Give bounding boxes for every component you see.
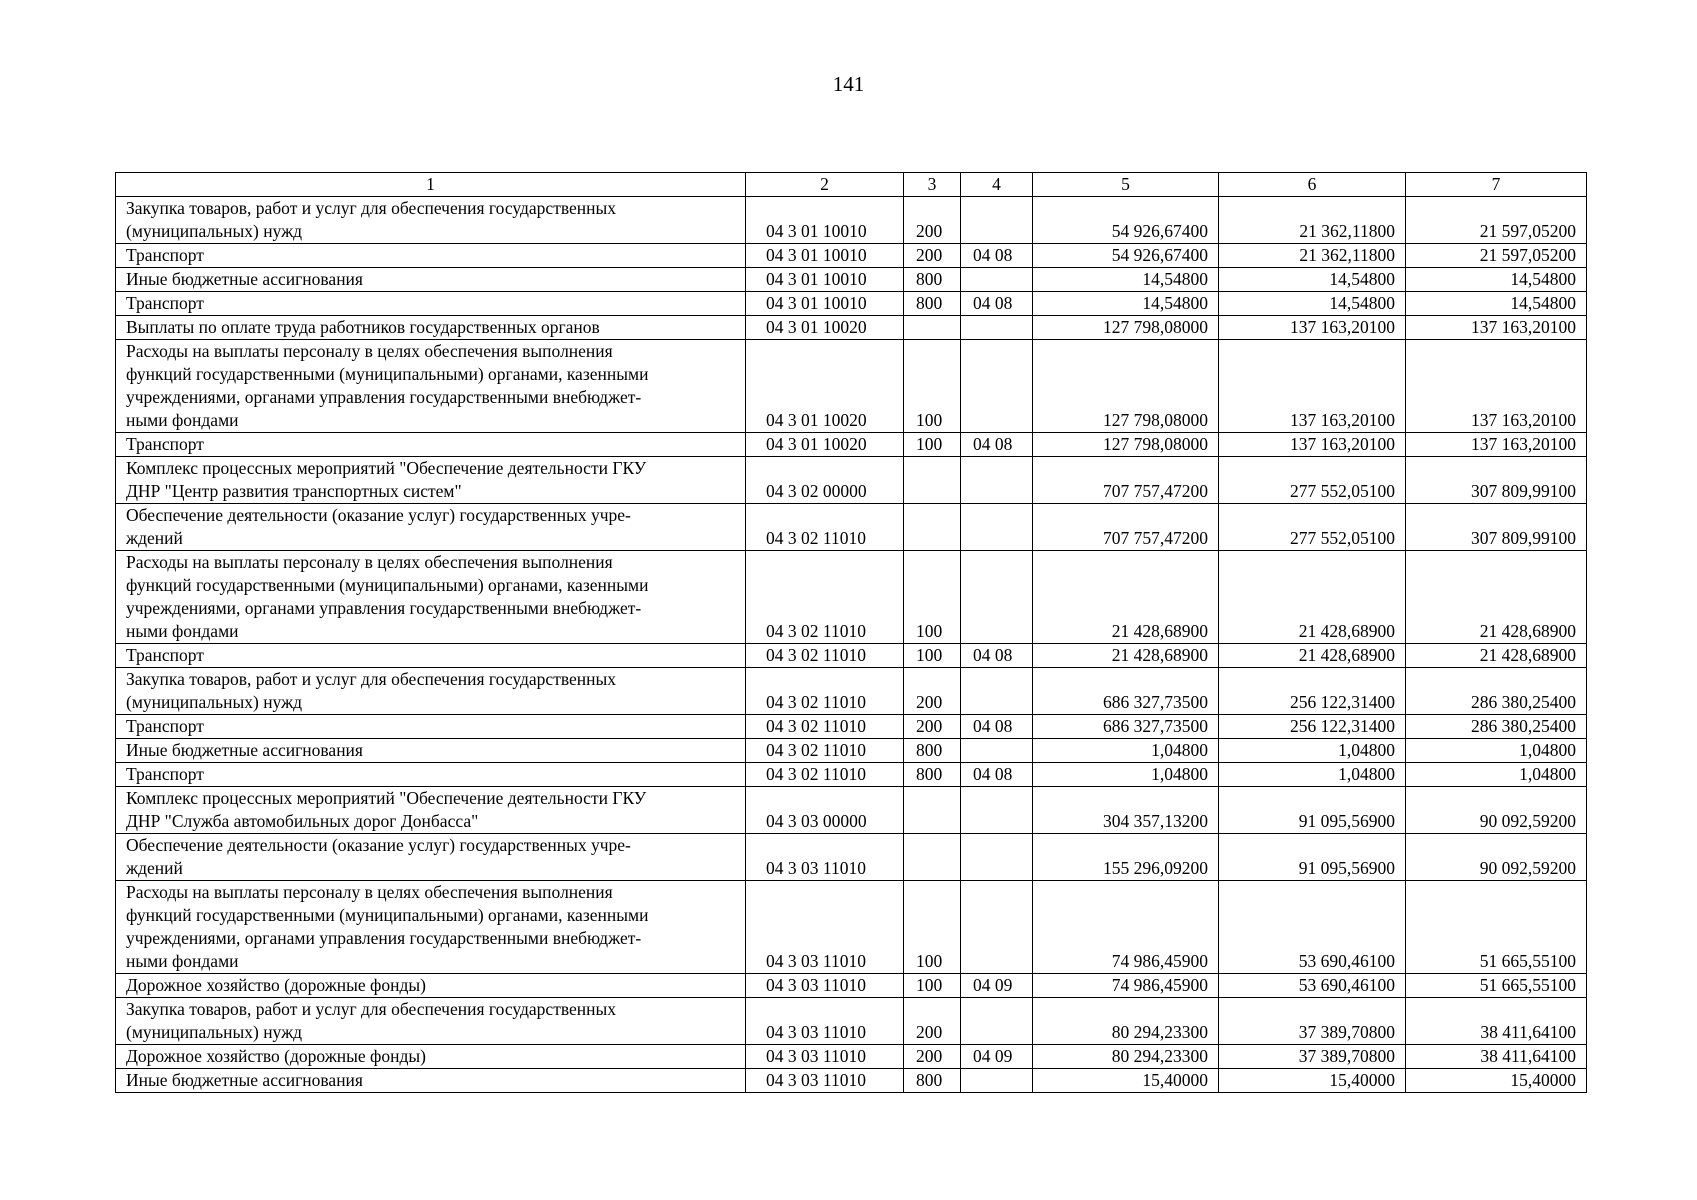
amount-col-6: 91 095,56900 <box>1219 834 1406 881</box>
amount-col-5: 74 986,45900 <box>1033 881 1219 974</box>
amount-col-5: 1,04800 <box>1033 763 1219 787</box>
amount-col-5: 74 986,45900 <box>1033 974 1219 998</box>
table-row <box>116 244 1587 268</box>
section-code <box>961 998 1033 1045</box>
target-article-code: 04 3 01 10010 <box>746 268 904 292</box>
item-name: Обеспечение деятельности (оказание услуг) государственных учре- ждений <box>116 834 746 881</box>
item-name: Транспорт <box>116 763 746 787</box>
target-article-code: 04 3 02 11010 <box>746 644 904 668</box>
item-name: Иные бюджетные ассигнования <box>116 739 746 763</box>
expense-type-code: 100 <box>904 340 961 433</box>
table-body <box>116 197 1587 1093</box>
amount-col-5: 54 926,67400 <box>1033 197 1219 244</box>
amount-col-6: 14,54800 <box>1219 292 1406 316</box>
target-article-code: 04 3 01 10020 <box>746 433 904 457</box>
amount-col-6: 137 163,20100 <box>1219 340 1406 433</box>
item-name: Расходы на выплаты персоналу в целях обеспечения выполнения функций государственными (муниципальными) органами, казенными учреждениями, органами управления государственными внебюджет- ными фондами <box>116 881 746 974</box>
section-code <box>961 1069 1033 1093</box>
amount-col-7: 137 163,20100 <box>1406 433 1587 457</box>
expense-type-code: 800 <box>904 1069 961 1093</box>
expense-type-code: 100 <box>904 644 961 668</box>
table-row <box>116 881 1587 974</box>
amount-col-5: 1,04800 <box>1033 739 1219 763</box>
amount-col-5: 14,54800 <box>1033 268 1219 292</box>
section-code <box>961 668 1033 715</box>
amount-col-7: 21 428,68900 <box>1406 551 1587 644</box>
amount-col-5: 54 926,67400 <box>1033 244 1219 268</box>
item-name: Обеспечение деятельности (оказание услуг) государственных учре- ждений <box>116 504 746 551</box>
amount-col-6: 256 122,31400 <box>1219 715 1406 739</box>
target-article-code: 04 3 01 10020 <box>746 316 904 340</box>
page-number: 141 <box>832 72 865 96</box>
amount-col-6: 256 122,31400 <box>1219 668 1406 715</box>
amount-col-5: 304 357,13200 <box>1033 787 1219 834</box>
column-header-4: 4 <box>961 173 1033 197</box>
amount-col-7: 51 665,55100 <box>1406 974 1587 998</box>
expense-type-code: 200 <box>904 668 961 715</box>
column-header-3: 3 <box>904 173 961 197</box>
amount-col-5: 127 798,08000 <box>1033 316 1219 340</box>
section-code: 04 08 <box>961 715 1033 739</box>
section-code <box>961 551 1033 644</box>
target-article-code: 04 3 02 11010 <box>746 763 904 787</box>
table-row <box>116 292 1587 316</box>
expense-type-code <box>904 316 961 340</box>
table-row <box>116 668 1587 715</box>
table-row <box>116 974 1587 998</box>
amount-col-6: 37 389,70800 <box>1219 1045 1406 1069</box>
table-row <box>116 998 1587 1045</box>
expense-type-code: 100 <box>904 881 961 974</box>
section-code <box>961 340 1033 433</box>
table-row <box>116 551 1587 644</box>
expense-type-code: 800 <box>904 763 961 787</box>
amount-col-6: 37 389,70800 <box>1219 998 1406 1045</box>
item-name: Закупка товаров, работ и услуг для обеспечения государственных (муниципальных) нужд <box>116 197 746 244</box>
section-code: 04 09 <box>961 974 1033 998</box>
section-code: 04 08 <box>961 763 1033 787</box>
amount-col-7: 21 428,68900 <box>1406 644 1587 668</box>
section-code <box>961 881 1033 974</box>
item-name: Иные бюджетные ассигнования <box>116 1069 746 1093</box>
amount-col-7: 14,54800 <box>1406 292 1587 316</box>
amount-col-6: 137 163,20100 <box>1219 433 1406 457</box>
amount-col-5: 80 294,23300 <box>1033 998 1219 1045</box>
amount-col-5: 15,40000 <box>1033 1069 1219 1093</box>
target-article-code: 04 3 01 10010 <box>746 292 904 316</box>
item-name: Транспорт <box>116 644 746 668</box>
target-article-code: 04 3 03 11010 <box>746 974 904 998</box>
target-article-code: 04 3 02 11010 <box>746 739 904 763</box>
amount-col-7: 14,54800 <box>1406 268 1587 292</box>
expense-type-code <box>904 787 961 834</box>
item-name: Транспорт <box>116 292 746 316</box>
section-code <box>961 504 1033 551</box>
item-name: Закупка товаров, работ и услуг для обеспечения государственных (муниципальных) нужд <box>116 668 746 715</box>
amount-col-5: 707 757,47200 <box>1033 457 1219 504</box>
target-article-code: 04 3 02 11010 <box>746 551 904 644</box>
expense-type-code: 800 <box>904 268 961 292</box>
item-name: Дорожное хозяйство (дорожные фонды) <box>116 1045 746 1069</box>
amount-col-5: 21 428,68900 <box>1033 644 1219 668</box>
table-row <box>116 433 1587 457</box>
expense-type-code <box>904 457 961 504</box>
column-header-7: 7 <box>1406 173 1587 197</box>
amount-col-6: 53 690,46100 <box>1219 881 1406 974</box>
amount-col-5: 686 327,73500 <box>1033 668 1219 715</box>
expense-type-code <box>904 834 961 881</box>
amount-col-7: 21 597,05200 <box>1406 197 1587 244</box>
target-article-code: 04 3 01 10010 <box>746 197 904 244</box>
amount-col-6: 15,40000 <box>1219 1069 1406 1093</box>
section-code <box>961 316 1033 340</box>
amount-col-6: 14,54800 <box>1219 268 1406 292</box>
table-row <box>116 739 1587 763</box>
target-article-code: 04 3 03 11010 <box>746 1045 904 1069</box>
item-name: Транспорт <box>116 433 746 457</box>
section-code: 04 09 <box>961 1045 1033 1069</box>
amount-col-5: 686 327,73500 <box>1033 715 1219 739</box>
expense-type-code: 200 <box>904 1045 961 1069</box>
target-article-code: 04 3 02 11010 <box>746 668 904 715</box>
target-article-code: 04 3 03 11010 <box>746 881 904 974</box>
section-code: 04 08 <box>961 244 1033 268</box>
amount-col-6: 1,04800 <box>1219 739 1406 763</box>
amount-col-7: 51 665,55100 <box>1406 881 1587 974</box>
section-code: 04 08 <box>961 433 1033 457</box>
table-row <box>116 715 1587 739</box>
amount-col-5: 14,54800 <box>1033 292 1219 316</box>
amount-col-7: 307 809,99100 <box>1406 457 1587 504</box>
amount-col-6: 21 362,11800 <box>1219 197 1406 244</box>
section-code <box>961 739 1033 763</box>
item-name: Транспорт <box>116 244 746 268</box>
section-code <box>961 834 1033 881</box>
expense-type-code: 100 <box>904 974 961 998</box>
expense-type-code: 200 <box>904 197 961 244</box>
amount-col-7: 38 411,64100 <box>1406 1045 1587 1069</box>
amount-col-6: 21 428,68900 <box>1219 644 1406 668</box>
expense-type-code: 200 <box>904 998 961 1045</box>
table-row <box>116 268 1587 292</box>
amount-col-7: 15,40000 <box>1406 1069 1587 1093</box>
target-article-code: 04 3 02 00000 <box>746 457 904 504</box>
amount-col-7: 1,04800 <box>1406 739 1587 763</box>
amount-col-6: 91 095,56900 <box>1219 787 1406 834</box>
amount-col-7: 90 092,59200 <box>1406 834 1587 881</box>
expense-type-code: 100 <box>904 551 961 644</box>
expense-type-code <box>904 504 961 551</box>
target-article-code: 04 3 03 11010 <box>746 998 904 1045</box>
section-code <box>961 787 1033 834</box>
target-article-code: 04 3 02 11010 <box>746 504 904 551</box>
item-name: Дорожное хозяйство (дорожные фонды) <box>116 974 746 998</box>
section-code: 04 08 <box>961 644 1033 668</box>
expense-type-code: 200 <box>904 715 961 739</box>
amount-col-7: 1,04800 <box>1406 763 1587 787</box>
section-code <box>961 457 1033 504</box>
target-article-code: 04 3 01 10020 <box>746 340 904 433</box>
amount-col-6: 21 362,11800 <box>1219 244 1406 268</box>
header-row <box>116 173 1587 197</box>
amount-col-7: 286 380,25400 <box>1406 715 1587 739</box>
amount-col-6: 21 428,68900 <box>1219 551 1406 644</box>
amount-col-7: 137 163,20100 <box>1406 340 1587 433</box>
table-row <box>116 1069 1587 1093</box>
budget-table <box>115 172 1587 1093</box>
amount-col-7: 286 380,25400 <box>1406 668 1587 715</box>
amount-col-7: 38 411,64100 <box>1406 998 1587 1045</box>
table-row <box>116 834 1587 881</box>
amount-col-7: 307 809,99100 <box>1406 504 1587 551</box>
section-code <box>961 268 1033 292</box>
amount-col-5: 21 428,68900 <box>1033 551 1219 644</box>
amount-col-6: 53 690,46100 <box>1219 974 1406 998</box>
amount-col-6: 277 552,05100 <box>1219 457 1406 504</box>
amount-col-5: 127 798,08000 <box>1033 340 1219 433</box>
item-name: Расходы на выплаты персоналу в целях обеспечения выполнения функций государственными (муниципальными) органами, казенными учреждениями, органами управления государственными внебюджет- ными фондами <box>116 551 746 644</box>
table-row <box>116 504 1587 551</box>
item-name: Иные бюджетные ассигнования <box>116 268 746 292</box>
expense-type-code: 800 <box>904 739 961 763</box>
amount-col-6: 277 552,05100 <box>1219 504 1406 551</box>
item-name: Расходы на выплаты персоналу в целях обеспечения выполнения функций государственными (муниципальными) органами, казенными учреждениями, органами управления государственными внебюджет- ными фондами <box>116 340 746 433</box>
amount-col-7: 137 163,20100 <box>1406 316 1587 340</box>
table-header <box>116 173 1587 197</box>
expense-type-code: 200 <box>904 244 961 268</box>
target-article-code: 04 3 03 00000 <box>746 787 904 834</box>
amount-col-5: 707 757,47200 <box>1033 504 1219 551</box>
table-row <box>116 763 1587 787</box>
amount-col-7: 21 597,05200 <box>1406 244 1587 268</box>
column-header-6: 6 <box>1219 173 1406 197</box>
target-article-code: 04 3 01 10010 <box>746 244 904 268</box>
item-name: Комплекс процессных мероприятий "Обеспечение деятельности ГКУ ДНР "Служба автомобильных дорог Донбасса" <box>116 787 746 834</box>
target-article-code: 04 3 03 11010 <box>746 834 904 881</box>
item-name: Транспорт <box>116 715 746 739</box>
table-row <box>116 1045 1587 1069</box>
table-row <box>116 644 1587 668</box>
table-row <box>116 197 1587 244</box>
column-header-1: 1 <box>116 173 746 197</box>
item-name: Комплекс процессных мероприятий "Обеспечение деятельности ГКУ ДНР "Центр развития транспортных систем" <box>116 457 746 504</box>
item-name: Выплаты по оплате труда работников государственных органов <box>116 316 746 340</box>
amount-col-6: 137 163,20100 <box>1219 316 1406 340</box>
table-row <box>116 787 1587 834</box>
target-article-code: 04 3 02 11010 <box>746 715 904 739</box>
column-header-2: 2 <box>746 173 904 197</box>
table-row <box>116 457 1587 504</box>
amount-col-6: 1,04800 <box>1219 763 1406 787</box>
section-code: 04 08 <box>961 292 1033 316</box>
table-row <box>116 316 1587 340</box>
target-article-code: 04 3 03 11010 <box>746 1069 904 1093</box>
amount-col-7: 90 092,59200 <box>1406 787 1587 834</box>
amount-col-5: 80 294,23300 <box>1033 1045 1219 1069</box>
section-code <box>961 197 1033 244</box>
table-row <box>116 340 1587 433</box>
amount-col-5: 155 296,09200 <box>1033 834 1219 881</box>
expense-type-code: 100 <box>904 433 961 457</box>
expense-type-code: 800 <box>904 292 961 316</box>
amount-col-5: 127 798,08000 <box>1033 433 1219 457</box>
column-header-5: 5 <box>1033 173 1219 197</box>
item-name: Закупка товаров, работ и услуг для обеспечения государственных (муниципальных) нужд <box>116 998 746 1045</box>
